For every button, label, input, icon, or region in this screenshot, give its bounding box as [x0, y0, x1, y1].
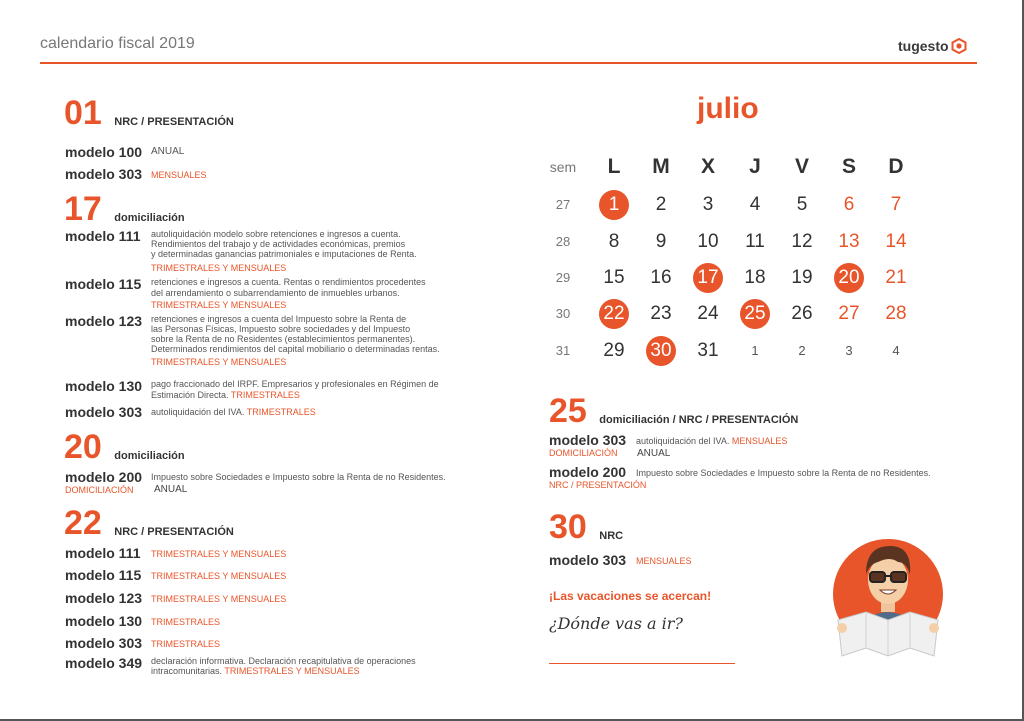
calendar-day: 11: [745, 231, 765, 252]
model-desc-text: intracomunitarias.: [151, 666, 223, 676]
weekday-header: V: [794, 155, 809, 178]
calendar-day: 15: [603, 267, 625, 288]
calendar-day: 1: [751, 343, 759, 358]
highlighted-day-circle: 17: [693, 263, 723, 293]
model-sub: NRC / PRESENTACIÓN: [549, 480, 647, 490]
model-tag: TRIMESTRALES Y MENSUALES: [151, 300, 287, 310]
calendar-day: 24: [697, 303, 719, 324]
model-desc-line: Impuesto sobre Sociedades e Impuesto sobre la Renta de no Residentes.: [636, 468, 931, 478]
model-tag: TRIMESTRALES Y MENSUALES: [151, 357, 287, 367]
day-25-heading: [549, 394, 798, 428]
model-tag: MENSUALES: [731, 436, 788, 446]
calendar-day: 13: [838, 231, 860, 252]
calendar-day: 9: [655, 231, 667, 252]
model-desc-line: [151, 390, 300, 400]
man-with-map-illustration: [828, 532, 948, 662]
model-desc-line: retenciones e ingresos a cuenta del Impuesto sobre la Renta de: [151, 314, 407, 324]
calendar-day: 21: [885, 267, 907, 288]
calendar-day: 31: [697, 340, 719, 361]
where-question: ¿Dónde vas a ir?: [549, 614, 683, 633]
day-20-heading: [64, 430, 185, 464]
model-name: modelo 100: [65, 144, 143, 160]
model-name: modelo 130: [65, 378, 143, 394]
calendar-day: 2: [798, 343, 806, 358]
model-desc-line: sobre la Renta de no Residentes (establecimientos permanentes).: [151, 334, 416, 344]
model-name: modelo 115: [65, 567, 142, 583]
calendar-day: 3: [845, 343, 853, 358]
highlighted-day-circle: 20: [834, 263, 864, 293]
model-tag: TRIMESTRALES: [151, 639, 221, 649]
model-extra: ANUAL: [637, 448, 671, 459]
day-number: 20: [64, 428, 102, 466]
model-name: modelo 130: [65, 613, 143, 629]
week-column-label: sem: [549, 159, 577, 175]
model-name: modelo 200: [549, 464, 627, 480]
model-name: modelo 111: [65, 545, 141, 561]
calendar-day: 3: [702, 194, 714, 215]
highlighted-day-circle: 30: [646, 336, 676, 366]
model-name: modelo 303: [65, 404, 143, 420]
weekday-header: J: [749, 155, 761, 178]
day-label: domiciliación: [114, 212, 185, 224]
page-header-title: calendario fiscal 2019: [40, 35, 195, 52]
model-sub: DOMICILIACIÓN: [65, 485, 134, 495]
model-name: modelo 123: [65, 313, 143, 329]
model-sub: DOMICILIACIÓN: [549, 448, 618, 458]
model-extra: ANUAL: [154, 484, 188, 495]
weekday-header: X: [700, 155, 715, 178]
calendar-day: [688, 263, 728, 293]
calendar-day: 10: [697, 231, 719, 252]
calendar-day: 29: [603, 340, 625, 361]
calendar-day: 6: [843, 194, 855, 215]
model-name: modelo 349: [65, 655, 143, 671]
calendar-day: [594, 190, 634, 220]
logo-text: tugesto: [898, 38, 949, 54]
header-rule: [40, 62, 977, 64]
model-name: modelo 115: [65, 276, 142, 292]
calendar-day: 16: [650, 267, 672, 288]
model-tag: TRIMESTRALES: [230, 390, 300, 400]
model-tag: TRIMESTRALES Y MENSUALES: [151, 549, 287, 559]
month-title: julio: [697, 92, 759, 125]
model-desc-line: declaración informativa. Declaración recapitulativa de operaciones: [151, 656, 416, 666]
week-number: 27: [555, 197, 571, 212]
model-name: modelo 111: [65, 228, 141, 244]
model-name: modelo 303: [549, 552, 627, 568]
day-30-heading: [549, 510, 623, 544]
calendar-day: 27: [838, 303, 860, 324]
week-number: 28: [555, 234, 571, 249]
weekday-header: D: [888, 155, 904, 178]
logo-hexagon-icon: [951, 38, 967, 54]
model-desc-line: Determinados rendimientos del capital mobiliario o determinadas rentas.: [151, 344, 440, 354]
model-desc-line: retenciones e ingresos a cuenta. Rentas o rendimientos procedentes: [151, 277, 426, 287]
model-desc-line: pago fraccionado del IRPF. Empresarios y profesionales en Régimen de: [151, 379, 439, 389]
week-number: 29: [555, 270, 571, 285]
calendar-day: 26: [791, 303, 813, 324]
weekday-header: M: [652, 155, 670, 178]
day-number: 17: [64, 190, 102, 228]
model-desc-line: las Personas Físicas, Impuesto sobre sociedades y del Impuesto: [151, 324, 411, 334]
calendar-day: 4: [892, 343, 900, 358]
day-number: 25: [549, 392, 587, 430]
model-desc-line: del arrendamiento o subarrendamiento de inmuebles urbanos.: [151, 288, 400, 298]
vacation-text: ¡Las vacaciones se acercan!: [549, 589, 712, 603]
weekday-header: L: [607, 155, 621, 178]
day-label: domiciliación / NRC / PRESENTACIÓN: [599, 414, 799, 426]
day-label: NRC: [599, 530, 624, 542]
model-name: modelo 303: [65, 635, 143, 651]
day-22-heading: [64, 506, 234, 540]
model-desc-line: [151, 666, 360, 676]
calendar-day: 18: [744, 267, 766, 288]
calendar-day: [829, 263, 869, 293]
model-name: modelo 303: [65, 166, 143, 182]
calendar-day: 28: [885, 303, 907, 324]
model-tag: TRIMESTRALES Y MENSUALES: [151, 263, 287, 273]
model-name: modelo 123: [65, 590, 143, 606]
answer-line: [549, 663, 735, 664]
model-tag: MENSUALES: [151, 170, 207, 180]
calendar-day: 8: [608, 231, 620, 252]
model-desc-text: autoliquidación del IVA.: [636, 436, 730, 446]
model-tag: TRIMESTRALES: [246, 407, 316, 417]
week-number: 31: [555, 343, 571, 358]
model-desc-line: Impuesto sobre Sociedades e Impuesto sobre la Renta de no Residentes.: [151, 472, 446, 482]
highlighted-day-circle: 25: [740, 299, 770, 329]
day-number: 22: [64, 504, 102, 542]
day-number: 30: [549, 508, 587, 546]
calendar-day: 5: [796, 194, 808, 215]
model-name: modelo 200: [65, 469, 143, 485]
model-tag: TRIMESTRALES: [151, 617, 221, 627]
day-label: domiciliación: [114, 450, 185, 462]
calendar-day: 2: [655, 194, 667, 215]
highlighted-day-circle: 22: [599, 299, 629, 329]
model-tag: MENSUALES: [636, 556, 692, 566]
calendar-day: 14: [885, 231, 907, 252]
calendar-day: 19: [791, 267, 813, 288]
highlighted-day-circle: 1: [599, 190, 629, 220]
day-label: NRC / PRESENTACIÓN: [114, 116, 234, 128]
calendar-day: 7: [890, 194, 902, 215]
model-desc-line: Rendimientos del trabajo y de actividades económicas, premios: [151, 239, 406, 249]
day-01-heading: [64, 96, 234, 130]
week-number: 30: [555, 306, 571, 321]
calendar-day: [735, 299, 775, 329]
day-label: NRC / PRESENTACIÓN: [114, 526, 234, 538]
day-number: 01: [64, 94, 102, 132]
model-tag: TRIMESTRALES Y MENSUALES: [151, 571, 287, 581]
calendar-day: 4: [749, 194, 761, 215]
model-desc-line: [151, 407, 316, 417]
model-desc-line: [636, 436, 787, 446]
model-tag: TRIMESTRALES Y MENSUALES: [224, 666, 360, 676]
model-tag: TRIMESTRALES Y MENSUALES: [151, 594, 287, 604]
model-desc: ANUAL: [151, 146, 185, 157]
model-name: modelo 303: [549, 432, 627, 448]
calendar-day: [594, 299, 634, 329]
model-desc-line: y determinadas ganancias patrimoniales e imputaciones de Renta.: [151, 249, 417, 259]
weekday-header: S: [841, 155, 856, 178]
calendar-day: 23: [650, 303, 672, 324]
tugesto-logo: [898, 38, 967, 54]
model-desc-text: Estimación Directa.: [151, 390, 229, 400]
day-17-heading: [64, 192, 185, 226]
calendar-day: 12: [791, 231, 813, 252]
model-desc-text: autoliquidación del IVA.: [151, 407, 245, 417]
model-desc-line: autoliquidación modelo sobre retenciones e ingresos a cuenta.: [151, 229, 401, 239]
calendar-day: [641, 336, 681, 366]
